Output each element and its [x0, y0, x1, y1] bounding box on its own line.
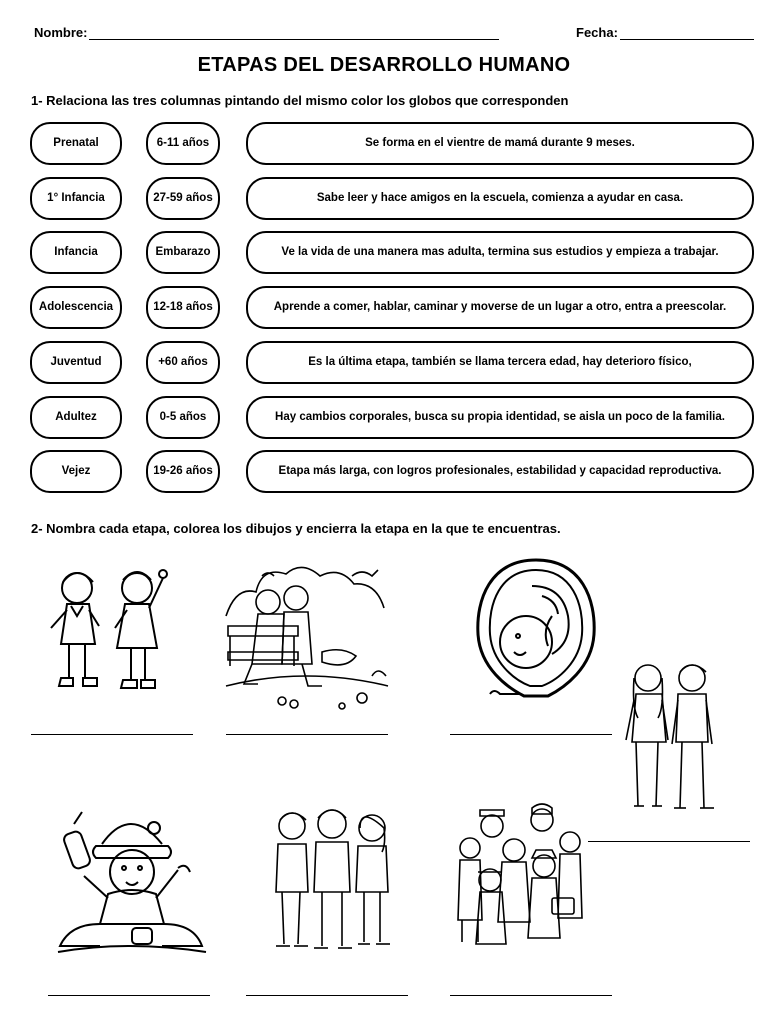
answer-line[interactable] — [588, 841, 750, 842]
description-bubble[interactable]: Hay cambios corporales, busca su propia identidad, se aisla un poco de la familia. — [246, 396, 754, 439]
date-field[interactable] — [576, 25, 754, 40]
age-bubble[interactable]: Embarazo — [146, 231, 220, 274]
age-bubble[interactable]: 19-26 años — [146, 450, 220, 493]
baby-with-bottle-illustration — [50, 802, 210, 960]
description-bubble[interactable]: Se forma en el vientre de mamá durante 9 meses. — [246, 122, 754, 165]
answer-line[interactable] — [48, 995, 210, 996]
age-bubble[interactable]: 0-5 años — [146, 396, 220, 439]
stage-bubble[interactable]: Infancia — [30, 231, 122, 274]
answer-line[interactable] — [450, 995, 612, 996]
section1-instruction: 1- Relaciona las tres columnas pintando del mismo color los globos que corresponden — [31, 93, 569, 108]
answer-line[interactable] — [31, 734, 193, 735]
answer-line[interactable] — [450, 734, 612, 735]
date-label: Fecha: — [576, 25, 618, 40]
answer-line[interactable] — [246, 995, 408, 996]
name-field[interactable] — [34, 25, 499, 40]
age-bubble[interactable]: 6-11 años — [146, 122, 220, 165]
three-kids-with-backpacks-illustration — [268, 806, 398, 956]
description-bubble[interactable]: Es la última etapa, también se llama tercera edad, hay deterioro físico, — [246, 341, 754, 384]
stage-bubble[interactable]: Prenatal — [30, 122, 122, 165]
age-bubble[interactable]: 27-59 años — [146, 177, 220, 220]
name-label: Nombre: — [34, 25, 88, 40]
answer-line[interactable] — [226, 734, 388, 735]
age-bubble[interactable]: +60 años — [146, 341, 220, 384]
fetus-in-womb-illustration — [472, 556, 600, 706]
children-playing-illustration — [45, 562, 180, 700]
adult-workers-group-illustration — [456, 802, 586, 952]
description-bubble[interactable]: Aprende a comer, hablar, caminar y moverse de un lugar a otro, entra a preescolar. — [246, 286, 754, 329]
description-bubble[interactable]: Sabe leer y hace amigos en la escuela, comienza a ayudar en casa. — [246, 177, 754, 220]
date-input-line[interactable] — [620, 28, 754, 40]
stage-bubble[interactable]: Juventud — [30, 341, 122, 384]
elderly-couple-on-bench-illustration — [222, 556, 392, 716]
section2-instruction: 2- Nombra cada etapa, colorea los dibujos y encierra la etapa en la que te encuentras. — [31, 521, 561, 536]
description-bubble[interactable]: Ve la vida de una manera mas adulta, termina sus estudios y empieza a trabajar. — [246, 231, 754, 274]
stage-bubble[interactable]: Adultez — [30, 396, 122, 439]
name-input-line[interactable] — [89, 28, 499, 40]
age-bubble[interactable]: 12-18 años — [146, 286, 220, 329]
stage-bubble[interactable]: Vejez — [30, 450, 122, 493]
stage-bubble[interactable]: 1° Infancia — [30, 177, 122, 220]
description-bubble[interactable]: Etapa más larga, con logros profesionales, estabilidad y capacidad reproductiva. — [246, 450, 754, 493]
teen-couple-illustration — [620, 660, 720, 822]
page-title: ETAPAS DEL DESARROLLO HUMANO — [197, 54, 571, 76]
stage-bubble[interactable]: Adolescencia — [30, 286, 122, 329]
